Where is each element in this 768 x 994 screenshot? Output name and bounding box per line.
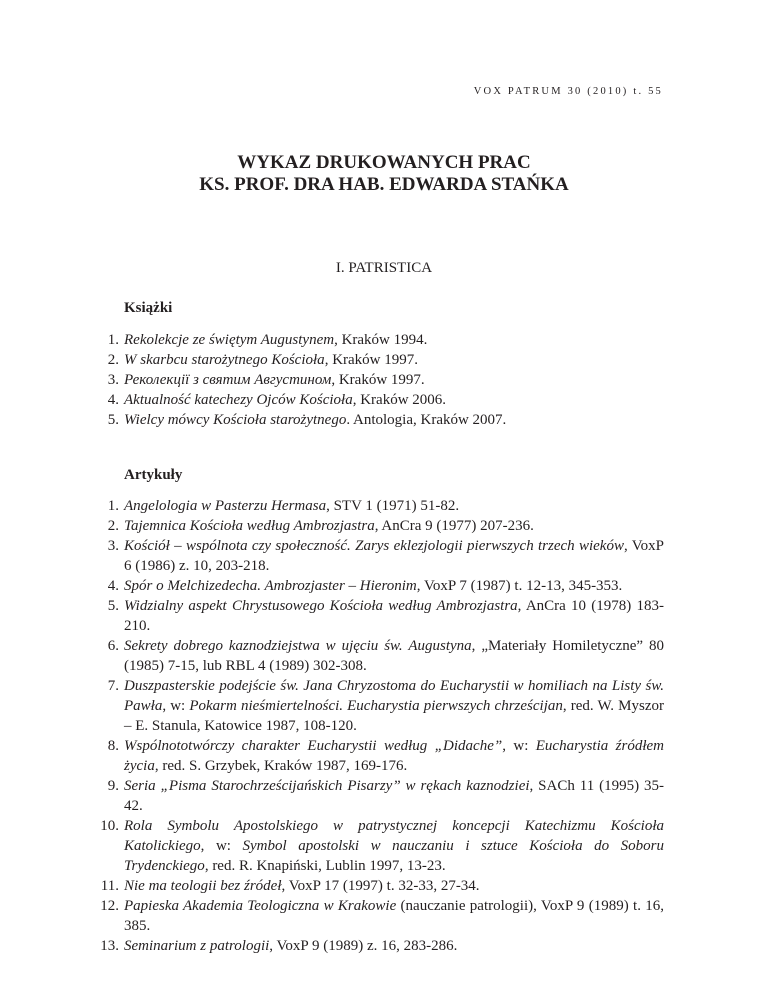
list-item bbox=[0, 596, 664, 636]
item-source-title: Eucharystia źródłem życia bbox=[124, 738, 664, 774]
item-details: , w: bbox=[162, 698, 190, 714]
item-number: 1. bbox=[107, 498, 119, 514]
item-title: Spór o Melchizedecha. Ambrozjaster – Hieronim bbox=[124, 578, 417, 594]
item-details: , VoxP 7 (1987) t. 12-13, 345-353. bbox=[416, 578, 623, 594]
list-item bbox=[0, 936, 664, 956]
item-number: 2. bbox=[107, 352, 119, 368]
item-details: (nauczanie patrologii), VoxP 9 (1989) t. 16, 385. bbox=[124, 898, 665, 934]
item-details: , VoxP 9 (1989) z. 16, 283-286. bbox=[269, 938, 458, 954]
item-number: 7. bbox=[107, 678, 119, 694]
item-details: , VoxP 17 (1997) t. 32-33, 27-34. bbox=[281, 878, 480, 894]
running-head: VOX PATRUM 30 (2010) t. 55 bbox=[473, 86, 663, 97]
item-details: . Antologia, Kraków 2007. bbox=[346, 412, 507, 428]
item-title: Rola Symbolu Apostolskiego w patrystycznej koncepcji Katechizmu Kościoła Katolickiego bbox=[124, 818, 664, 854]
item-title: Tajemnica Kościoła według Ambrozjastra bbox=[124, 518, 375, 534]
list-item bbox=[0, 736, 664, 776]
item-number: 11. bbox=[100, 878, 119, 894]
list-item bbox=[0, 636, 664, 676]
title-line-1: WYKAZ DRUKOWANYCH PRAC bbox=[237, 152, 531, 173]
item-source-details: , red. W. Myszor – E. Stanula, Katowice 1987, 108-120. bbox=[124, 698, 664, 734]
item-title: Seminarium z patrologii bbox=[124, 938, 270, 954]
item-number: 1. bbox=[107, 332, 119, 348]
section-heading: I. PATRISTICA bbox=[335, 260, 433, 276]
item-number: 3. bbox=[107, 538, 119, 554]
item-title: Реколекції з святим Августином bbox=[124, 372, 332, 388]
item-number: 13. bbox=[100, 938, 119, 954]
item-number: 4. bbox=[107, 392, 119, 408]
list-item bbox=[0, 876, 664, 896]
list-item bbox=[0, 516, 664, 536]
list-item bbox=[0, 576, 664, 596]
item-details: , STV 1 (1971) 51-82. bbox=[326, 498, 460, 514]
item-title: Nie ma teologii bez źródeł bbox=[124, 878, 282, 894]
articles-heading: Artykuły bbox=[124, 467, 183, 483]
item-source-title: Pokarm nieśmiertelności. Eucharystia pierwszych chrześcijan bbox=[189, 698, 563, 714]
list-item bbox=[0, 370, 664, 390]
item-number: 3. bbox=[107, 372, 119, 388]
item-number: 12. bbox=[100, 898, 119, 914]
item-number: 5. bbox=[107, 598, 119, 614]
list-item bbox=[0, 330, 664, 350]
list-item bbox=[0, 676, 664, 736]
item-title: Wielcy mówcy Kościoła starożytnego bbox=[124, 412, 347, 428]
item-title: Widzialny aspekt Chrystusowego Kościoła według Ambrozjastra bbox=[124, 598, 518, 614]
item-details: , Kraków 1994. bbox=[334, 332, 428, 348]
item-number: 8. bbox=[107, 738, 119, 754]
list-item bbox=[0, 390, 664, 410]
item-title: Wspólnototwórczy charakter Eucharystii według „Didache” bbox=[124, 738, 503, 754]
item-details: , w: bbox=[502, 738, 536, 754]
item-number: 5. bbox=[107, 412, 119, 428]
item-title: Aktualność katechezy Ojców Kościoła bbox=[124, 392, 353, 408]
item-title: Angelologia w Pasterzu Hermasa bbox=[124, 498, 327, 514]
item-number: 2. bbox=[107, 518, 119, 534]
item-details: , Kraków 1997. bbox=[331, 372, 425, 388]
item-number: 10. bbox=[100, 818, 119, 834]
list-item bbox=[0, 776, 664, 816]
item-source-title: Symbol apostolski w nauczaniu i sztuce Kościoła do Soboru Trydenckiego bbox=[124, 838, 664, 874]
item-title: Sekrety dobrego kaznodziejstwa w ujęciu św. Augustyna bbox=[124, 638, 472, 654]
item-title: W skarbcu starożytnego Kościoła bbox=[124, 352, 325, 368]
books-heading: Książki bbox=[124, 300, 173, 316]
item-source-details: , red. R. Knapiński, Lublin 1997, 13-23. bbox=[204, 858, 446, 874]
item-title: Rekolekcje ze świętym Augustynem bbox=[124, 332, 335, 348]
item-details: , Kraków 2006. bbox=[352, 392, 447, 408]
item-number: 9. bbox=[107, 778, 119, 794]
books-list bbox=[0, 330, 664, 430]
item-details: , VoxP 6 (1986) z. 10, 203-218. bbox=[124, 538, 664, 574]
item-details: , SACh 11 (1995) 35-42. bbox=[124, 778, 664, 814]
list-item bbox=[0, 896, 664, 936]
item-details: , Kraków 1997. bbox=[324, 352, 419, 368]
item-title: Seria „Pisma Starochrześcijańskich Pisarzy” w rękach kaznodziei bbox=[124, 778, 530, 794]
title-line-2: KS. PROF. DRA HAB. EDWARDA STAŃKA bbox=[199, 174, 569, 195]
articles-list bbox=[0, 496, 664, 956]
item-title: Duszpasterskie podejście św. Jana Chryzostoma do Eucharystii w homiliach na Listy św. Pawła bbox=[124, 678, 664, 714]
item-details: , AnCra 10 (1978) 183-210. bbox=[124, 598, 664, 634]
item-title: Kościół – wspólnota czy społeczność. Zarys eklezjologii pierwszych trzech wieków bbox=[124, 538, 624, 554]
item-details: , w: bbox=[200, 838, 243, 854]
list-item bbox=[0, 816, 664, 876]
page-title bbox=[0, 152, 768, 196]
item-details: , AnCra 9 (1977) 207-236. bbox=[374, 518, 534, 534]
list-item bbox=[0, 496, 664, 516]
item-number: 6. bbox=[107, 638, 119, 654]
item-title: Papieska Akademia Teologiczna w Krakowie bbox=[124, 898, 397, 914]
item-number: 4. bbox=[107, 578, 119, 594]
list-item bbox=[0, 536, 664, 576]
list-item bbox=[0, 410, 664, 430]
item-details: , „Materiały Homiletyczne” 80 (1985) 7-15, lub RBL 4 (1989) 302-308. bbox=[124, 638, 664, 674]
list-item bbox=[0, 350, 664, 370]
item-source-details: , red. S. Grzybek, Kraków 1987, 169-176. bbox=[154, 758, 408, 774]
